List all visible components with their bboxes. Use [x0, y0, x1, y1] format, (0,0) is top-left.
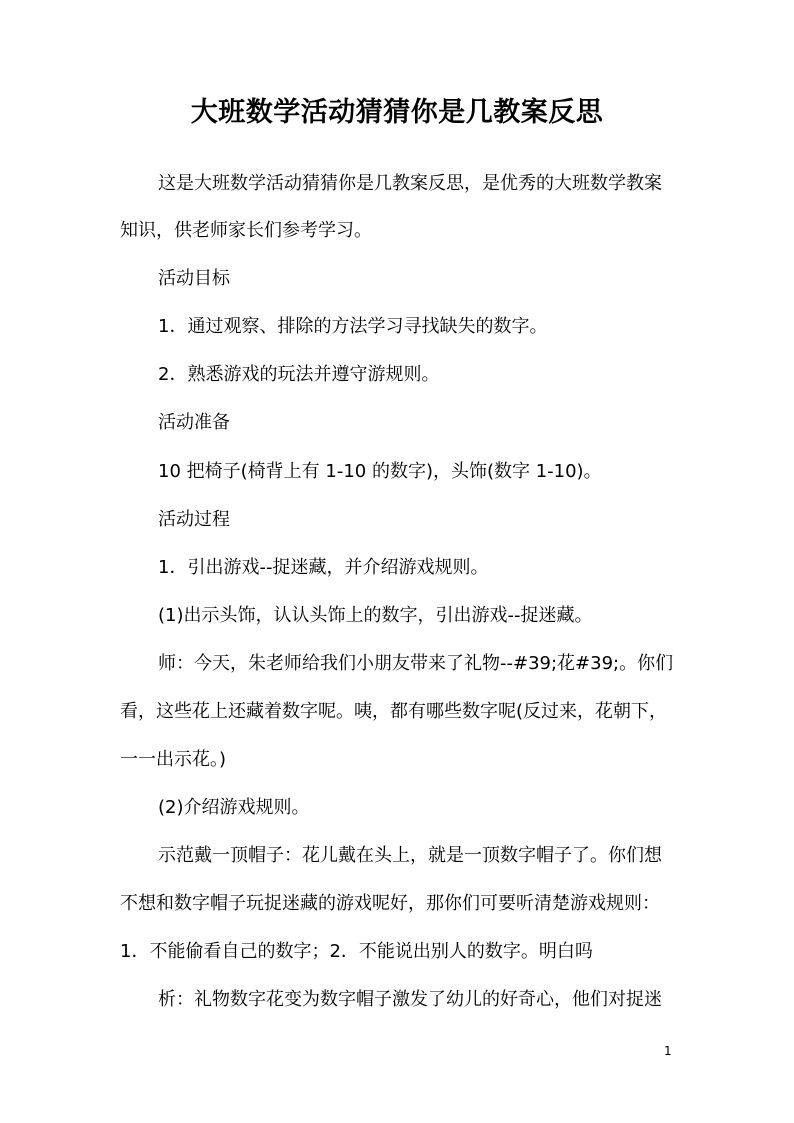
list-item: (1)出示头饰，认认头饰上的数字，引出游戏--捉迷藏。 [158, 605, 593, 626]
list-item: 1．通过观察、排除的方法学习寻找缺失的数字。 [158, 316, 548, 337]
paragraph-line: 1．不能偷看自己的数字；2．不能说出别人的数字。明白吗 [120, 941, 593, 962]
document-title: 大班数学活动猜猜你是几教案反思 [190, 97, 604, 128]
section-heading: 活动准备 [158, 412, 230, 433]
paragraph-line: 师：今天，朱老师给我们小朋友带来了礼物--#39;花#39;。你们 [158, 653, 674, 674]
paragraph-line: 示范戴一顶帽子：花儿戴在头上，就是一顶数字帽子了。你们想 [158, 845, 662, 866]
paragraph-line: 一一出示花。) [120, 749, 227, 770]
paragraph-line: 这是大班数学活动猜猜你是几教案反思，是优秀的大班数学教案 [158, 173, 662, 194]
section-heading: 活动目标 [158, 268, 230, 289]
list-item: 1．引出游戏--捉迷藏，并介绍游戏规则。 [158, 557, 489, 578]
list-item: (2)介绍游戏规则。 [158, 797, 310, 818]
paragraph-line: 知识，供老师家长们参考学习。 [120, 220, 372, 241]
paragraph-line: 析：礼物数字花变为数字帽子激发了幼儿的好奇心，他们对捉迷 [158, 989, 662, 1010]
page-number: 1 [664, 1044, 672, 1058]
paragraph-line: 看，这些花上还藏着数字呢。咦，都有哪些数字呢(反过来，花朝下， [120, 701, 668, 722]
list-item: 2．熟悉游戏的玩法并遵守游规则。 [158, 364, 440, 385]
paragraph-line: 10 把椅子(椅背上有 1-10 的数字)，头饰(数字 1-10)。 [158, 461, 602, 482]
paragraph-line: 不想和数字帽子玩捉迷藏的游戏呢好，那你们可要听清楚游戏规则： [120, 893, 660, 914]
section-heading: 活动过程 [158, 509, 230, 530]
